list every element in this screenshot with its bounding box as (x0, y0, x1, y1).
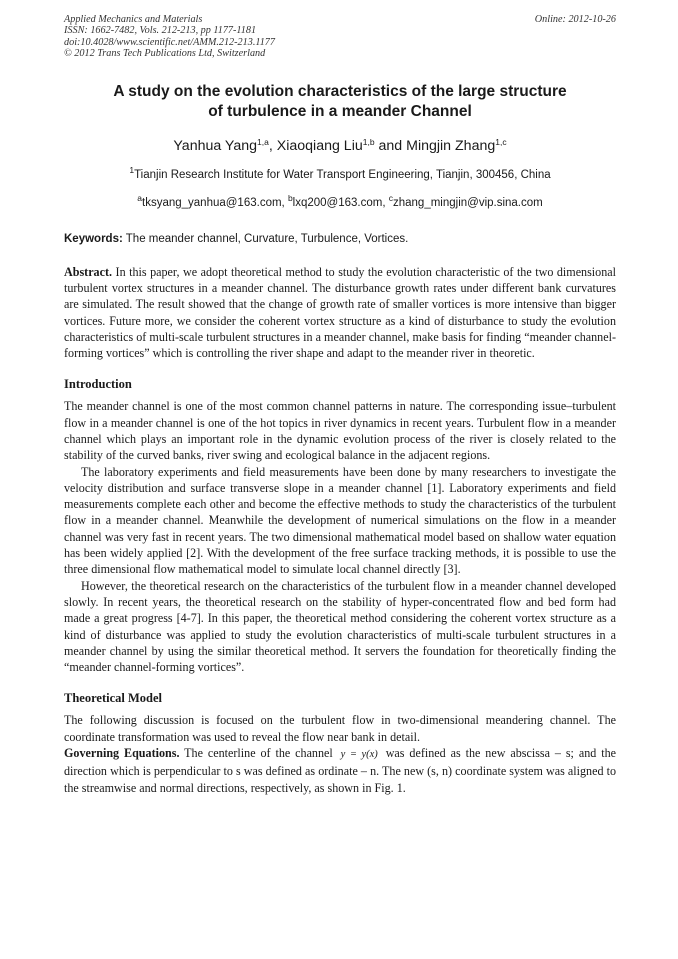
affiliation-superscript: 1 (129, 164, 135, 175)
author-2: Xiaoqiang Liu (276, 137, 363, 154)
doi-line: doi:10.4028/www.scientific.net/AMM.212-213.1177 (64, 36, 275, 48)
email-b: lxq200@163.com, (292, 196, 389, 209)
author-3-superscript: 1,c (495, 136, 507, 147)
author-emails (64, 191, 616, 210)
theoretical-model-paragraph-1: The following discussion is focused on the turbulent flow in two-dimensional meandering channel. The coordinate transformation was used to reveal the flow near bank in detail. (64, 713, 616, 744)
governing-equations-text-after: was defined as the new abscissa – s; and the direction which is perpendicular to s was defined as ordinate – n. The new (s, n) coordinate system was aligned to the streamwise and normal directions, respectively, as shown in Fig. 1. (64, 746, 616, 795)
online-date: Online: 2012-10-26 (534, 14, 616, 25)
affiliation-text: Tianjin Research Institute for Water Transport Engineering, Tianjin, 300456, China (134, 168, 551, 181)
governing-equations-label: Governing Equations. (64, 746, 180, 761)
author-1: Yanhua Yang (173, 137, 258, 154)
keywords-text: The meander channel, Curvature, Turbulence, Vortices. (122, 232, 409, 245)
keywords-label: Keywords: (64, 232, 123, 245)
email-a-superscript: a (137, 192, 142, 203)
title-line-2: of turbulence in a meander Channel (208, 102, 472, 120)
governing-equations-text-before: The centerline of the channel (179, 746, 338, 761)
author-1-superscript: 1,a (257, 136, 269, 147)
author-3: Mingjin Zhang (406, 137, 496, 154)
paper-page (64, 14, 616, 796)
abstract-text: In this paper, we adopt theoretical method to study the evolution characteristic of the two dimensional turbulent vortex structures in a meander channel. The disturbance growth rates under different bank curvatures are simulated. The result showed that the change of growth rate of smaller vortices is more intensive than bigger vortices. Future more, we consider the coherent vortex structure as a kind of disturbance to study the evolution characteristics of multi-scale turbulent structures in a meander channel, make basis for finding “meander channel-forming vortices” which is controlling the river shape and adapt to the meander river in theoretic. (64, 264, 616, 361)
governing-equations-paragraph (64, 745, 616, 796)
journal-header (64, 14, 616, 60)
introduction-paragraph-1: The meander channel is one of the most common channel patterns in nature. The corresponding issue–turbulent flow in a meander channel is one of the hot topics in river dynamics in recent years. Turbulent flow in a meander channel which plays an important role in the dynamic evolution process of the river is closely related to the stability of the curved banks, river swing and ecological balance in the adjacent regions. (64, 399, 616, 463)
abstract-label: Abstract. (64, 264, 113, 279)
copyright-line: © 2012 Trans Tech Publications Ltd, Switzerland (64, 48, 266, 60)
issn-line: ISSN: 1662-7482, Vols. 212-213, pp 1177-1181 (64, 25, 257, 37)
author-list (64, 133, 616, 155)
author-separator-2: and (374, 137, 407, 154)
theoretical-model-heading: Theoretical Model (64, 691, 163, 706)
email-c-superscript: c (388, 192, 393, 203)
paper-title (64, 82, 616, 122)
introduction-paragraph-2: The laboratory experiments and field measurements have been done by many researchers to investigate the velocity distribution and surface transverse slope in a meander channel [1]. Laboratory experiments and field measurements complete each other and become the effective methods to study the characteristics of the turbulent flow in a meander channel. Meanwhile the development of numerical simulations on the flow in a meander channel was very fast in recent years. The two dimensional mathematical model based on shallow water equation has been widely applied [2]. With the development of the free surface tracking methods, it is possible to use the three dimensional flow mathematical model to simulate local channel directly [3]. (64, 464, 616, 577)
affiliation (64, 163, 616, 182)
title-line-1: A study on the evolution characteristics of the large structure (113, 82, 567, 100)
abstract (64, 264, 616, 362)
keywords (64, 232, 616, 246)
email-a: tksyang_yanhua@163.com, (142, 196, 288, 209)
email-c: zhang_mingjin@vip.sina.com (392, 196, 543, 209)
centerline-equation: y = y(x) (340, 749, 378, 761)
author-2-superscript: 1,b (362, 136, 375, 147)
author-separator-1: , (268, 137, 277, 154)
email-b-superscript: b (287, 192, 293, 203)
journal-name: Applied Mechanics and Materials (64, 14, 203, 25)
theoretical-model-section (64, 712, 616, 795)
introduction-section (64, 398, 616, 675)
introduction-paragraph-3: However, the theoretical research on the characteristics of the turbulent flow in a meander channel developed slowly. In recent years, the theoretical research on the stability of hyper-concentrated flow and bed form had made a great progress [4-7]. In this paper, the theoretical method considering the coherent vortex structure as a kind of disturbance was applied to study the evolution characteristics of multi-scale turbulent structures in a meander channel by using the similar theoretical method. It servers the foundation for theoretically finding the “meander channel-forming vortices”. (64, 578, 616, 675)
introduction-heading: Introduction (64, 377, 132, 392)
